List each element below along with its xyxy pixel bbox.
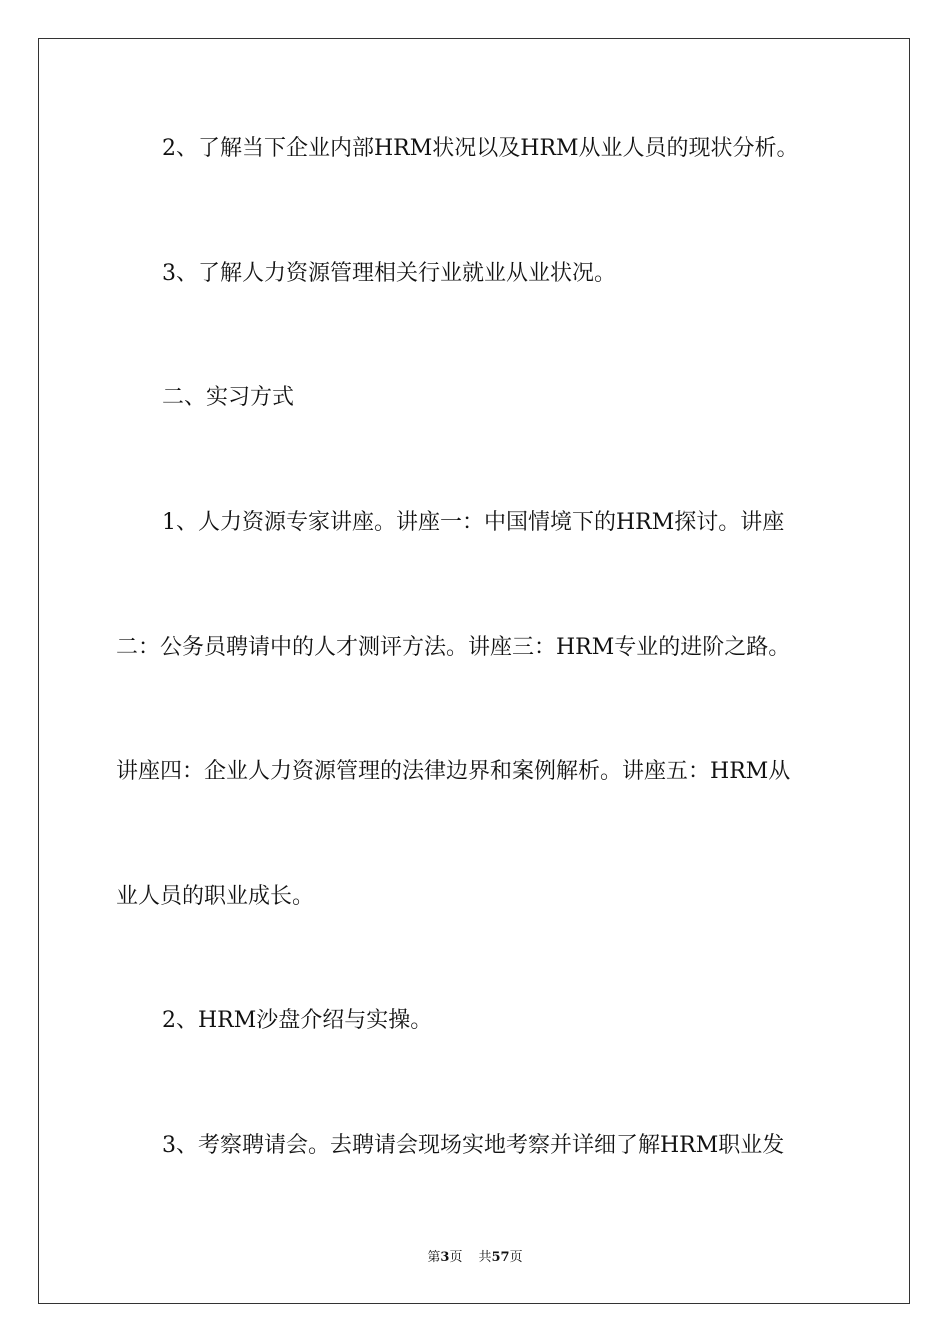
paragraph-line: 2、HRM沙盘介绍与实操。	[162, 1008, 433, 1033]
footer-page-prefix: 第	[427, 1250, 441, 1265]
footer-total-pages: 57	[491, 1250, 510, 1265]
paragraph-line: 讲座四：企业人力资源管理的法律边界和案例解析。讲座五：HRM从	[116, 759, 791, 784]
footer-total-suffix: 页	[509, 1250, 523, 1265]
footer-total-prefix: 共	[478, 1250, 492, 1265]
footer-page-number: 3	[440, 1250, 450, 1265]
paragraph-line: 二：公务员聘请中的人才测评方法。讲座三：HRM专业的进阶之路。	[116, 635, 791, 660]
page-border	[38, 38, 910, 1304]
paragraph-line: 1、人力资源专家讲座。讲座一：中国情境下的HRM探讨。讲座	[162, 510, 785, 535]
paragraph-line: 业人员的职业成长。	[116, 884, 315, 909]
section-heading: 二、实习方式	[162, 385, 295, 410]
page-footer	[0, 1246, 950, 1265]
paragraph-line: 3、了解人力资源管理相关行业就业从业状况。	[162, 261, 616, 286]
paragraph-line: 2、了解当下企业内部HRM状况以及HRM从业人员的现状分析。	[162, 136, 799, 161]
paragraph-line: 3、考察聘请会。去聘请会现场实地考察并详细了解HRM职业发	[162, 1133, 785, 1158]
footer-page-suffix: 页	[449, 1250, 463, 1265]
